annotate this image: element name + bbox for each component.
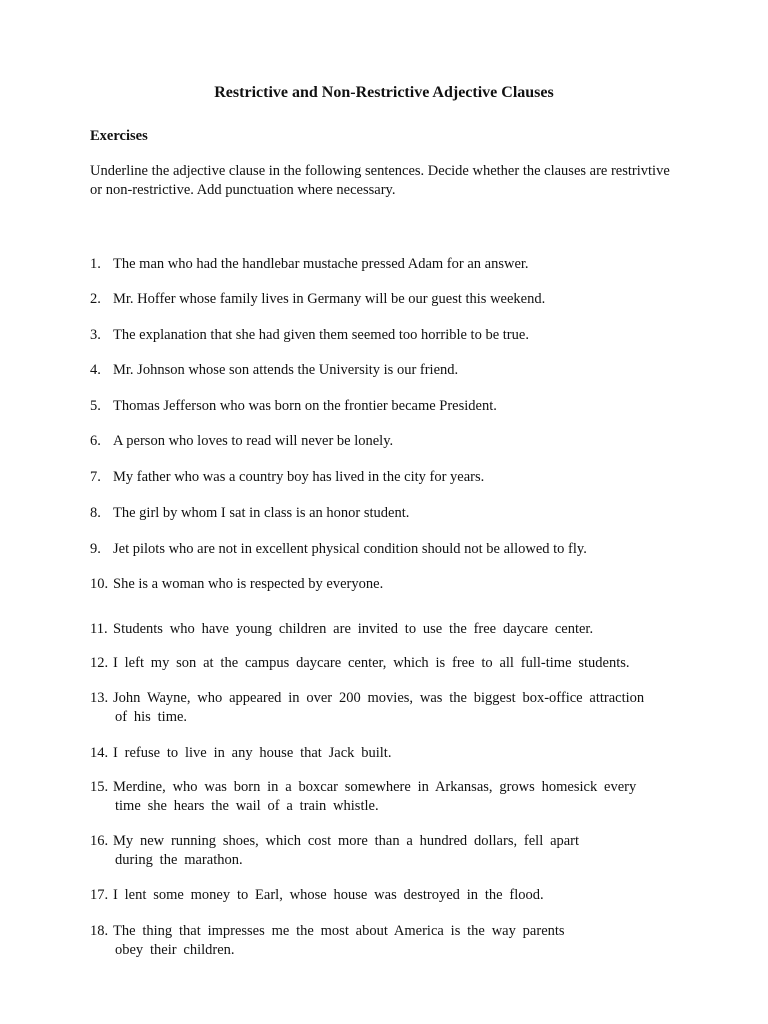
item-text: The man who had the handlebar mustache pressed Adam for an answer. bbox=[113, 256, 529, 272]
exercise-item-3 bbox=[90, 326, 529, 345]
item-text: I left my son at the campus daycare center, which is free to all full-time students. bbox=[113, 655, 630, 671]
exercise-item-1 bbox=[90, 255, 529, 274]
exercise-item-6 bbox=[90, 432, 393, 451]
instructions-line-1: Underline the adjective clause in the following sentences. Decide whether the clauses are restrivtive bbox=[90, 163, 670, 179]
item-number: 7. bbox=[90, 469, 101, 485]
item-text: Thomas Jefferson who was born on the frontier became President. bbox=[113, 398, 497, 414]
item-text: My father who was a country boy has lived in the city for years. bbox=[113, 469, 485, 485]
item-number: 11. bbox=[90, 621, 108, 637]
exercise-item-12 bbox=[90, 654, 630, 673]
item-number: 15. bbox=[90, 779, 109, 795]
item-number: 2. bbox=[90, 291, 101, 307]
exercise-item-14 bbox=[90, 744, 391, 763]
item-number: 6. bbox=[90, 433, 101, 449]
item-number: 12. bbox=[90, 655, 109, 671]
item-text: I lent some money to Earl, whose house was destroyed in the flood. bbox=[113, 887, 544, 903]
item-text: Mr. Hoffer whose family lives in Germany will be our guest this weekend. bbox=[113, 291, 546, 307]
exercise-item-13-continuation: of his time. bbox=[115, 709, 188, 725]
exercise-item-9 bbox=[90, 540, 587, 559]
item-text: A person who loves to read will never be lonely. bbox=[113, 433, 394, 449]
item-number: 9. bbox=[90, 541, 101, 557]
item-text: The girl by whom I sat in class is an honor student. bbox=[113, 505, 410, 521]
exercise-item-8 bbox=[90, 504, 409, 523]
item-number: 10. bbox=[90, 576, 109, 592]
item-number: 18. bbox=[90, 923, 109, 939]
item-text: I refuse to live in any house that Jack built. bbox=[113, 745, 392, 761]
exercise-item-16 bbox=[90, 832, 579, 851]
exercise-item-4 bbox=[90, 361, 458, 380]
exercise-item-7 bbox=[90, 468, 484, 487]
item-text: The thing that impresses me the most about America is the way parents bbox=[113, 923, 565, 939]
exercise-item-13 bbox=[90, 689, 644, 708]
exercise-item-15-continuation: time she hears the wail of a train whistle. bbox=[115, 798, 379, 814]
item-number: 16. bbox=[90, 833, 109, 849]
item-number: 8. bbox=[90, 505, 101, 521]
item-text: John Wayne, who appeared in over 200 movies, was the biggest box-office attraction bbox=[113, 690, 645, 706]
item-number: 5. bbox=[90, 398, 101, 414]
exercise-item-10 bbox=[90, 575, 383, 594]
exercise-item-18-continuation: obey their children. bbox=[115, 942, 235, 958]
instructions bbox=[90, 162, 710, 200]
item-number: 1. bbox=[90, 256, 101, 272]
instructions-line-2: or non-restrictive. Add punctuation where necessary. bbox=[90, 182, 396, 198]
section-heading: Exercises bbox=[90, 128, 148, 144]
exercise-item-15 bbox=[90, 778, 636, 797]
item-number: 17. bbox=[90, 887, 109, 903]
exercise-item-16-continuation: during the marathon. bbox=[115, 852, 243, 868]
item-number: 3. bbox=[90, 327, 101, 343]
exercise-item-18 bbox=[90, 922, 565, 941]
item-text: My new running shoes, which cost more than a hundred dollars, fell apart bbox=[113, 833, 580, 849]
exercise-item-5 bbox=[90, 397, 497, 416]
item-text: Jet pilots who are not in excellent physical condition should not be allowed to fly. bbox=[113, 541, 587, 557]
item-text: The explanation that she had given them seemed too horrible to be true. bbox=[113, 327, 529, 343]
item-text: Mr. Johnson whose son attends the University is our friend. bbox=[113, 362, 459, 378]
exercise-item-2 bbox=[90, 290, 545, 309]
item-text: Students who have young children are invited to use the free daycare center. bbox=[113, 621, 594, 637]
document-title: Restrictive and Non-Restrictive Adjective Clauses bbox=[214, 84, 554, 101]
item-text: She is a woman who is respected by everyone. bbox=[113, 576, 384, 592]
item-number: 14. bbox=[90, 745, 109, 761]
exercise-item-17 bbox=[90, 886, 544, 905]
item-text: Merdine, who was born in a boxcar somewhere in Arkansas, grows homesick every bbox=[113, 779, 637, 795]
item-number: 4. bbox=[90, 362, 101, 378]
item-number: 13. bbox=[90, 690, 109, 706]
exercise-item-11 bbox=[90, 620, 593, 639]
